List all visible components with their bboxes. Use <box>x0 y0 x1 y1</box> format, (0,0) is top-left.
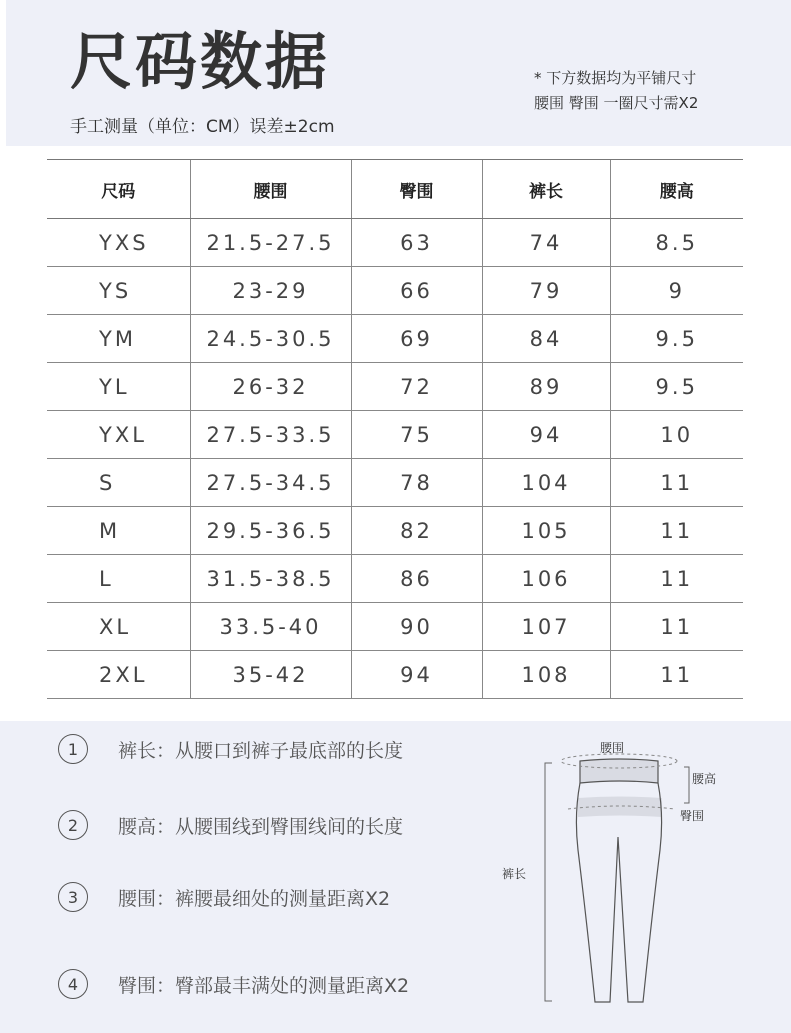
label-length: 裤长 <box>502 867 527 881</box>
cell-length: 74 <box>482 219 610 267</box>
size-table <box>47 159 743 699</box>
cell-hip: 63 <box>351 219 482 267</box>
col-header-rise: 腰高 <box>610 160 743 219</box>
cell-hip: 82 <box>351 507 482 555</box>
cell-size: YS <box>47 267 190 315</box>
table-row <box>47 651 743 699</box>
table-row <box>47 267 743 315</box>
cell-length: 79 <box>482 267 610 315</box>
cell-hip: 69 <box>351 315 482 363</box>
note-line-2: 腰围 臀围 一圈尺寸需X2 <box>534 94 699 112</box>
cell-hip: 75 <box>351 411 482 459</box>
cell-waist: 29.5-36.5 <box>190 507 351 555</box>
table-row <box>47 555 743 603</box>
guide-text: 臀围：臀部最丰满处的测量距离X2 <box>118 974 410 997</box>
label-hip: 臀围 <box>680 809 705 823</box>
table-row <box>47 219 743 267</box>
cell-rise: 11 <box>610 603 743 651</box>
cell-hip: 94 <box>351 651 482 699</box>
cell-size: L <box>47 555 190 603</box>
cell-length: 105 <box>482 507 610 555</box>
cell-rise: 11 <box>610 651 743 699</box>
cell-length: 104 <box>482 459 610 507</box>
cell-waist: 23-29 <box>190 267 351 315</box>
cell-waist: 35-42 <box>190 651 351 699</box>
cell-rise: 9.5 <box>610 315 743 363</box>
cell-hip: 90 <box>351 603 482 651</box>
cell-size: S <box>47 459 190 507</box>
number-badge: 2 <box>58 810 88 840</box>
cell-size: 2XL <box>47 651 190 699</box>
cell-rise: 10 <box>610 411 743 459</box>
measurement-note: 手工测量（单位：CM）误差±2cm <box>70 117 335 137</box>
col-header-hip: 臀围 <box>351 160 482 219</box>
table-row <box>47 603 743 651</box>
col-header-size: 尺码 <box>47 160 190 219</box>
leggings-illustration <box>490 725 750 1015</box>
guide-item-hip <box>58 969 409 999</box>
number-badge: 3 <box>58 882 88 912</box>
col-header-length: 裤长 <box>482 160 610 219</box>
table-row <box>47 363 743 411</box>
guide-item-rise <box>58 810 403 840</box>
cell-size: YXS <box>47 219 190 267</box>
guide-item-waist <box>58 882 390 912</box>
guide-item-length <box>58 734 403 764</box>
cell-size: M <box>47 507 190 555</box>
number-badge: 1 <box>58 734 88 764</box>
header-band <box>6 0 791 146</box>
cell-length: 107 <box>482 603 610 651</box>
cell-length: 106 <box>482 555 610 603</box>
cell-hip: 78 <box>351 459 482 507</box>
cell-waist: 24.5-30.5 <box>190 315 351 363</box>
number-badge: 4 <box>58 969 88 999</box>
page-title: 尺码数据 <box>70 25 331 98</box>
cell-hip: 86 <box>351 555 482 603</box>
cell-waist: 33.5-40 <box>190 603 351 651</box>
cell-waist: 31.5-38.5 <box>190 555 351 603</box>
cell-length: 89 <box>482 363 610 411</box>
col-header-waist: 腰围 <box>190 160 351 219</box>
table-row <box>47 315 743 363</box>
cell-size: YXL <box>47 411 190 459</box>
cell-rise: 11 <box>610 555 743 603</box>
label-rise: 腰高 <box>692 772 717 786</box>
cell-length: 94 <box>482 411 610 459</box>
table-row <box>47 411 743 459</box>
table-row <box>47 459 743 507</box>
cell-rise: 8.5 <box>610 219 743 267</box>
cell-rise: 9 <box>610 267 743 315</box>
note-line-1: * 下方数据均为平铺尺寸 <box>534 69 697 87</box>
cell-rise: 11 <box>610 507 743 555</box>
cell-length: 108 <box>482 651 610 699</box>
guide-text: 腰围：裤腰最细处的测量距离X2 <box>118 887 391 910</box>
cell-length: 84 <box>482 315 610 363</box>
cell-rise: 11 <box>610 459 743 507</box>
guide-text: 裤长：从腰口到裤子最底部的长度 <box>118 739 404 762</box>
table-row <box>47 507 743 555</box>
label-waist: 腰围 <box>600 741 625 755</box>
flat-size-note <box>534 66 698 116</box>
leggings-diagram <box>490 725 750 1015</box>
cell-size: XL <box>47 603 190 651</box>
cell-waist: 27.5-34.5 <box>190 459 351 507</box>
cell-waist: 21.5-27.5 <box>190 219 351 267</box>
cell-hip: 72 <box>351 363 482 411</box>
table-header-row <box>47 160 743 219</box>
cell-waist: 27.5-33.5 <box>190 411 351 459</box>
cell-rise: 9.5 <box>610 363 743 411</box>
cell-waist: 26-32 <box>190 363 351 411</box>
guide-text: 腰高：从腰围线到臀围线间的长度 <box>118 815 404 838</box>
cell-size: YL <box>47 363 190 411</box>
cell-hip: 66 <box>351 267 482 315</box>
cell-size: YM <box>47 315 190 363</box>
